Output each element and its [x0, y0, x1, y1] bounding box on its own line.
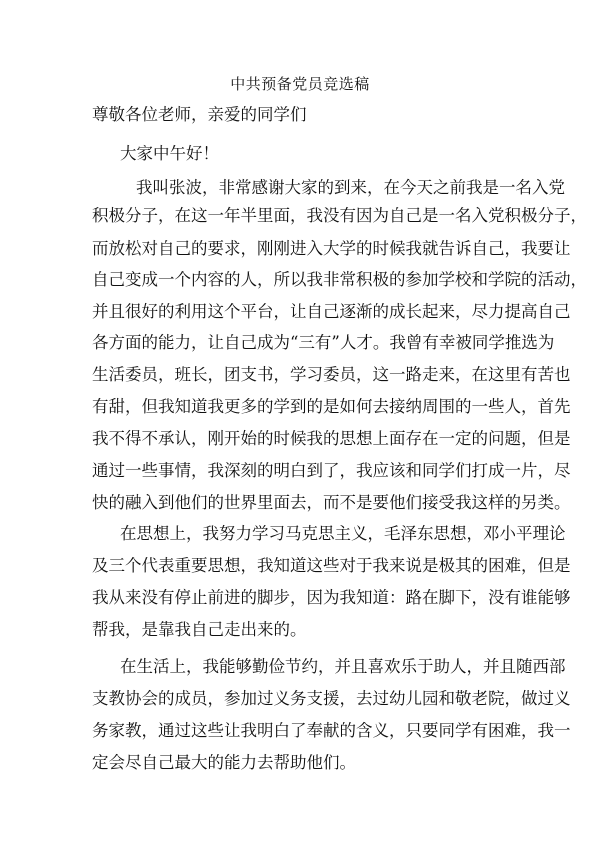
paragraph-1-line-8: 有甜，但我知道我更多的学到的是如何去接纳周围的一些人，首先	[92, 397, 571, 416]
paragraph-1-line-2: 积极分子，在这一年半里面，我没有因为自己是一名入党积极分子，	[92, 206, 587, 225]
paragraph-3-line-4: 定会尽自己最大的能力去帮助他们。	[92, 753, 356, 772]
paragraph-2-line-1: 在思想上，我努力学习马克思主义，毛泽东思想，邓小平理论	[120, 524, 566, 543]
paragraph-1-line-1: 我叫张波，非常感谢大家的到来，在今天之前我是一名入党	[136, 178, 565, 197]
paragraph-1-line-6: 各方面的能力，让自己成为“三有”人才。我曾有幸被同学推选为	[92, 333, 555, 352]
paragraph-2-line-4: 帮我，是靠我自己走出来的。	[92, 620, 307, 639]
paragraph-1-line-5: 并且很好的利用这个平台，让自己逐渐的成长起来，尽力提高自己	[92, 302, 571, 321]
paragraph-1-line-3: 而放松对自己的要求，刚刚进入大学的时候我就告诉自己，我要让	[92, 239, 571, 258]
salutation: 尊敬各位老师，亲爱的同学们	[92, 105, 307, 124]
paragraph-3-line-1: 在生活上，我能够勤俭节约，并且喜欢乐于助人，并且随西部	[120, 657, 566, 676]
paragraph-1-line-7: 生活委员，班长，团支书，学习委员，这一路走来，在这里有苦也	[92, 365, 571, 384]
paragraph-1-line-11: 快的融入到他们的世界里面去，而不是要他们接受我这样的另类。	[92, 493, 571, 512]
document-title: 中共预备党员竞选稿	[230, 75, 370, 93]
paragraph-1-line-4: 自己变成一个内容的人，所以我非常积极的参加学校和学院的活动，	[92, 270, 587, 289]
paragraph-2-line-2: 及三个代表重要思想，我知道这些对于我来说是极其的困难，但是	[92, 556, 571, 575]
paragraph-1-line-10: 通过一些事情，我深刻的明白到了，我应该和同学们打成一片，尽	[92, 461, 571, 480]
paragraph-3-line-3: 务家教，通过这些让我明白了奉献的含义，只要同学有困难，我一	[92, 721, 571, 740]
greeting: 大家中午好！	[120, 144, 219, 163]
paragraph-1-line-9: 我不得不承认，刚开始的时候我的思想上面存在一定的问题，但是	[92, 429, 571, 448]
paragraph-2-line-3: 我从来没有停止前进的脚步，因为我知道：路在脚下，没有谁能够	[92, 588, 571, 607]
paragraph-3-line-2: 支教协会的成员，参加过义务支援，去过幼儿园和敬老院，做过义	[92, 689, 571, 708]
